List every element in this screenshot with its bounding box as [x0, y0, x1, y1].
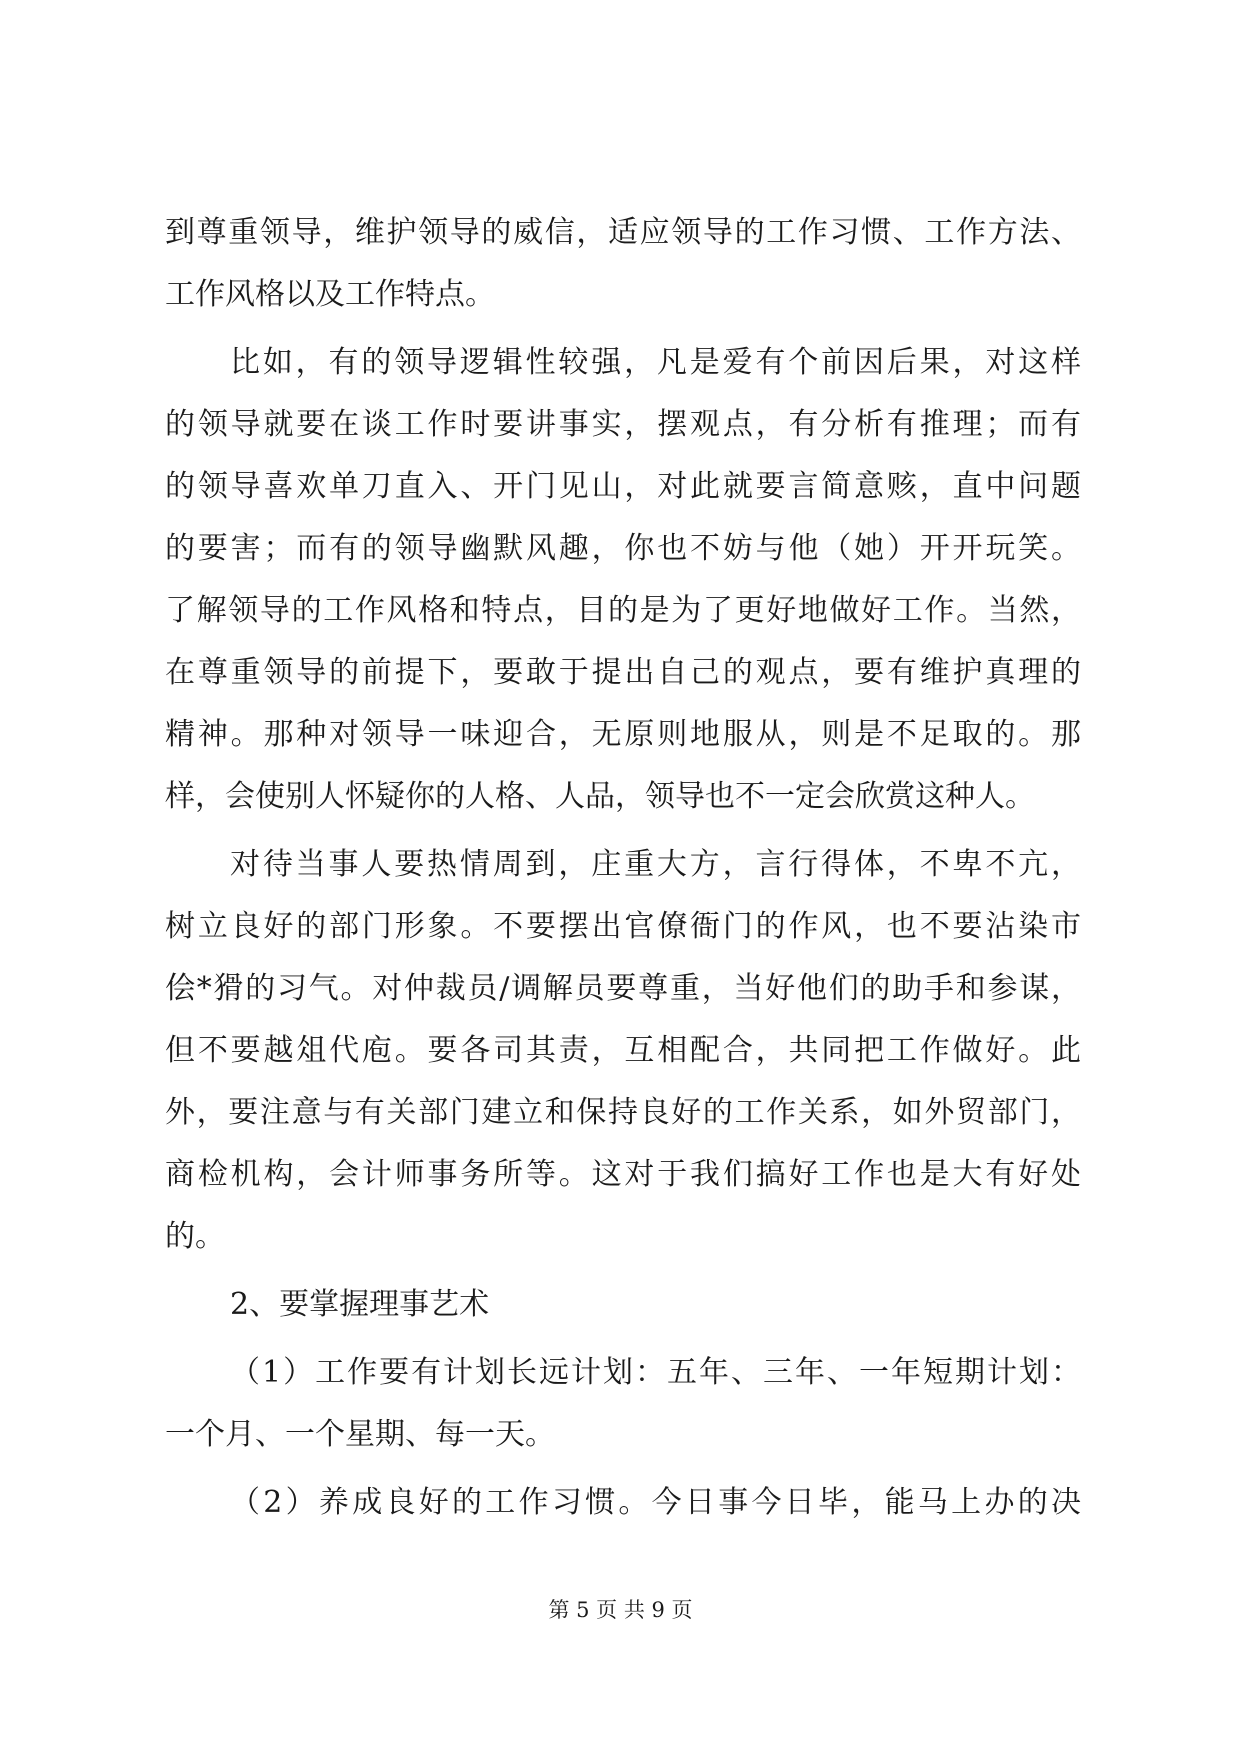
text-line: 比如，有的领导逻辑性较强，凡是爱有个前因后果，对这样 [230, 345, 1081, 380]
text-line: 的。 [165, 1219, 225, 1254]
text-line: 2、要掌握理事艺术 [230, 1287, 490, 1322]
text-line: 但不要越俎代庖。要各司其责，互相配合，共同把工作做好。此 [165, 1033, 1081, 1068]
text-line: 侩*猾的习气。对仲裁员/调解员要尊重，当好他们的助手和参谋， [165, 971, 1081, 1006]
text-line: （2）养成良好的工作习惯。今日事今日毕，能马上办的决 [230, 1485, 1081, 1520]
text-line: 的领导就要在谈工作时要讲事实，摆观点，有分析有推理；而有 [165, 407, 1081, 442]
text-line: 在尊重领导的前提下，要敢于提出自己的观点，要有维护真理的 [165, 655, 1081, 690]
text-line: 了解领导的工作风格和特点，目的是为了更好地做好工作。当然， [165, 593, 1081, 628]
text-line: 精神。那种对领导一味迎合，无原则地服从，则是不足取的。那 [165, 717, 1081, 752]
text-line: 外，要注意与有关部门建立和保持良好的工作关系，如外贸部门， [165, 1095, 1081, 1130]
text-line: 一个月、一个星期、每一天。 [165, 1417, 555, 1452]
paragraph [165, 202, 1081, 326]
text-line: 对待当事人要热情周到，庄重大方，言行得体，不卑不亢， [230, 847, 1081, 882]
text-line: 的要害；而有的领导幽默风趣，你也不妨与他（她）开开玩笑。 [165, 531, 1081, 566]
paragraph [165, 1472, 1081, 1534]
section-heading [165, 1274, 1081, 1336]
paragraph [165, 1342, 1081, 1466]
paragraph [165, 834, 1081, 1268]
text-line: 到尊重领导，维护领导的威信，适应领导的工作习惯、工作方法、 [165, 215, 1081, 250]
paragraph [165, 332, 1081, 828]
text-line: 工作风格以及工作特点。 [165, 277, 495, 312]
text-line: 商检机构，会计师事务所等。这对于我们搞好工作也是大有好处 [165, 1157, 1081, 1192]
text-line: 的领导喜欢单刀直入、开门见山，对此就要言简意赅，直中问题 [165, 469, 1081, 504]
document-body [165, 202, 1081, 1534]
text-line: 树立良好的部门形象。不要摆出官僚衙门的作风，也不要沾染市 [165, 909, 1081, 944]
text-line: （1）工作要有计划长远计划：五年、三年、一年短期计划： [230, 1355, 1081, 1390]
text-line: 样，会使别人怀疑你的人格、人品，领导也不一定会欣赏这种人。 [165, 779, 1035, 814]
page-number-footer: 第 5 页 共 9 页 [548, 1598, 693, 1622]
